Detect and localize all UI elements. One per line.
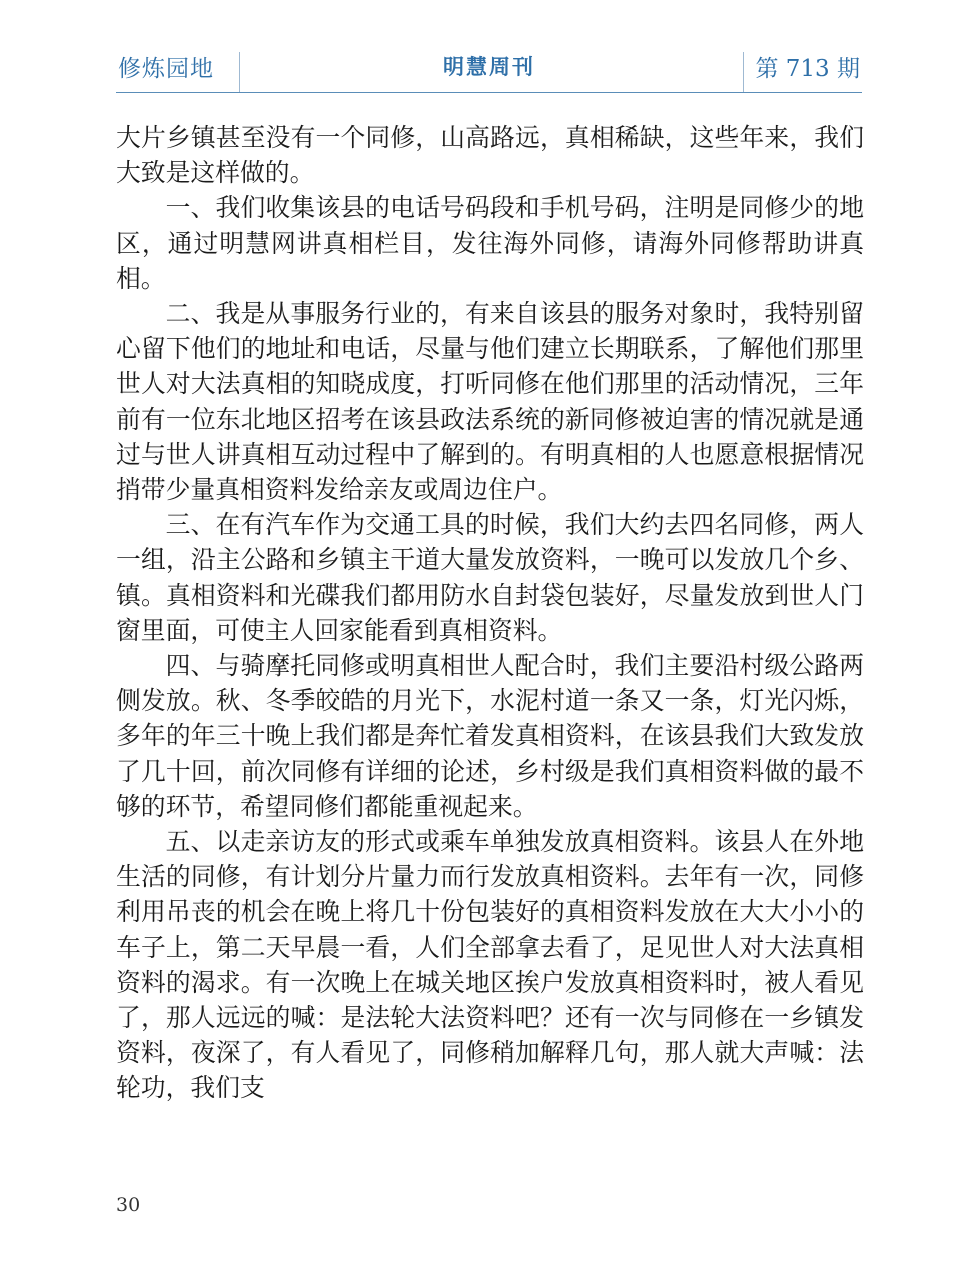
issue-number: 第 713 期 bbox=[755, 56, 860, 82]
section-title: 修炼园地 bbox=[118, 56, 214, 82]
publication-title: 明慧周刊 bbox=[443, 55, 535, 79]
page-header bbox=[116, 48, 862, 93]
paragraph-continued: 大片乡镇甚至没有一个同修，山高路远，真相稀缺，这些年来，我们大致是这样做的。 bbox=[116, 123, 864, 188]
paragraph-point-2: 二、我是从事服务行业的，有来自该县的服务对象时，我特别留心留下他们的地址和电话，尽量与他们建立长期联系，了解他们那里世人对大法真相的知晓成度，打听同修在他们那里的活动情况，三年前有一位东北地区招考在该县政法系统的新同修被迫害的情况就是通过与世人讲真相互动过程中了解到的。有明真相的人也愿意根据情况捎带少量真相资料发给亲友或周边住户。 bbox=[116, 299, 864, 505]
article-body bbox=[116, 120, 864, 1106]
paragraph-point-5: 五、以走亲访友的形式或乘车单独发放真相资料。该县人在外地生活的同修，有计划分片量力而行发放真相资料。去年有一次，同修利用吊丧的机会在晚上将几十份包装好的真相资料发放在大大小小的车子上，第二天早晨一看，人们全部拿去看了，足见世人对大法真相资料的渴求。有一次晚上在城关地区挨户发放真相资料时，被人看见了，那人远远的喊：是法轮大法资料吧？还有一次与同修在一乡镇发资料，夜深了，有人看见了，同修稍加解释几句，那人就大声喊：法轮功，我们支 bbox=[116, 827, 864, 1103]
paragraph-point-3: 三、在有汽车作为交通工具的时候，我们大约去四名同修，两人一组，沿主公路和乡镇主干道大量发放资料，一晚可以发放几个乡、镇。真相资料和光碟我们都用防水自封袋包装好，尽量发放到世人门窗里面，可使主人回家能看到真相资料。 bbox=[116, 510, 864, 645]
header-divider-right bbox=[743, 52, 744, 92]
paragraph-point-1: 一、我们收集该县的电话号码段和手机号码，注明是同修少的地区，通过明慧网讲真相栏目，发往海外同修，请海外同修帮助讲真相。 bbox=[116, 193, 864, 293]
page-number: 30 bbox=[116, 1194, 141, 1216]
paragraph-point-4: 四、与骑摩托同修或明真相世人配合时，我们主要沿村级公路两侧发放。秋、冬季皎皓的月光下，水泥村道一条又一条，灯光闪烁，多年的年三十晚上我们都是奔忙着发真相资料，在该县我们大致发放了几十回，前次同修有详细的论述，乡村级是我们真相资料做的最不够的环节，希望同修们都能重视起来。 bbox=[116, 651, 864, 821]
